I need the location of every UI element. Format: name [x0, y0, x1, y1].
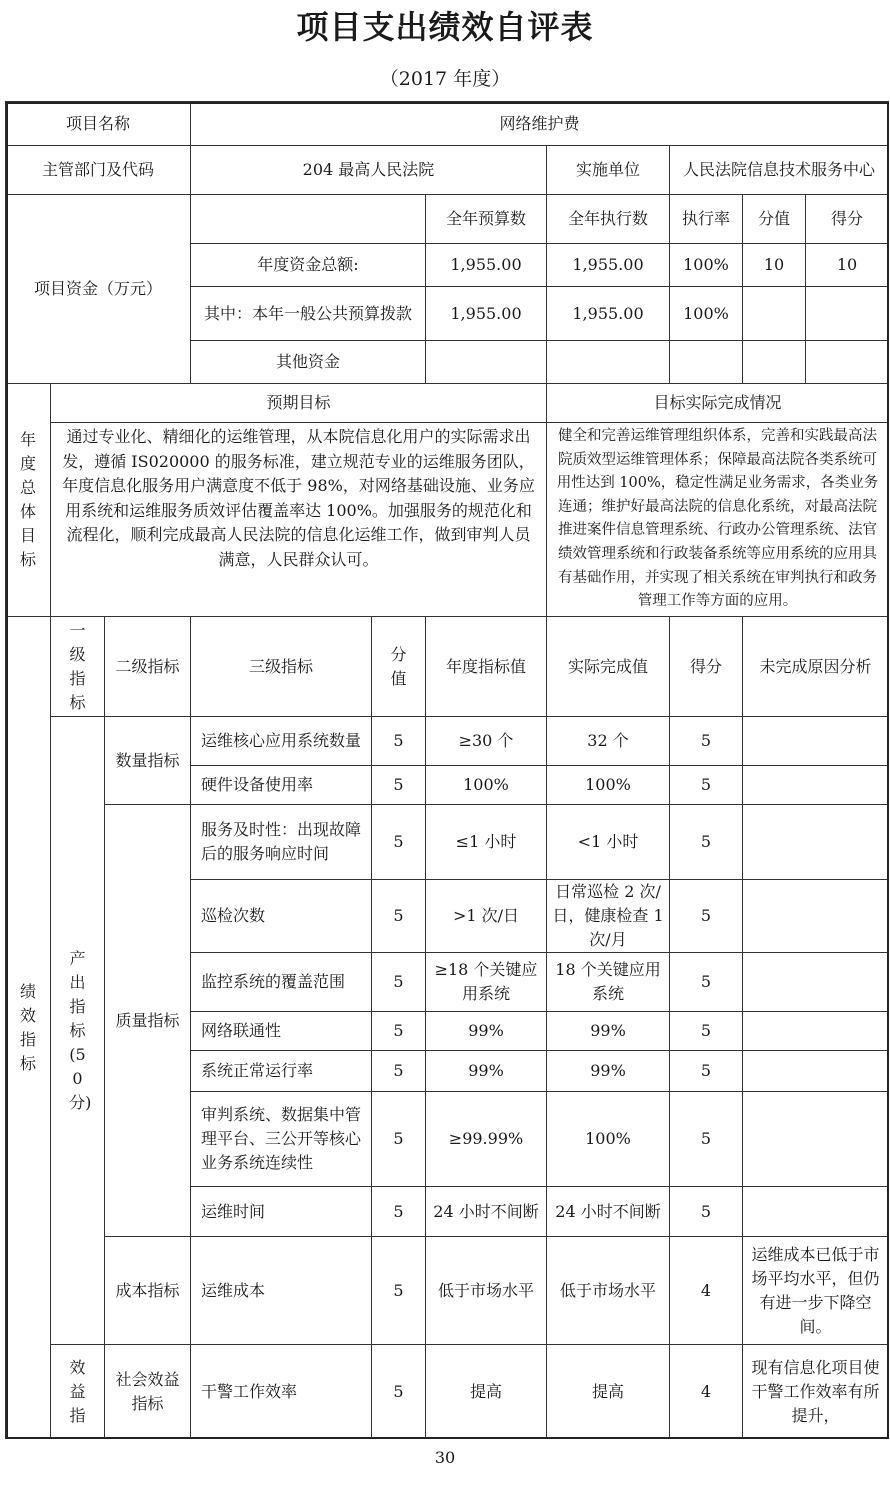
indicator-target-text: >1 次/日: [452, 906, 520, 925]
indicator-actual: [546, 1011, 670, 1051]
indicator-actual-text: 99%: [590, 1061, 626, 1080]
indicator-score: [669, 765, 743, 805]
indicator-score-text: 4: [700, 1280, 712, 1300]
indicator-reason: [742, 1091, 889, 1187]
actual-goal-header-text: 目标实际完成情况: [653, 393, 782, 412]
indicator-level3-text: 运维核心应用系统数量: [201, 731, 362, 750]
indicator-actual: [546, 804, 670, 880]
level2-quality-text: 质量指标: [115, 1010, 180, 1030]
header-reason: [742, 616, 889, 717]
expected-goal-header: [50, 383, 547, 423]
indicator-score-value-text: 5: [393, 1280, 404, 1300]
header-level3-text: 三级指标: [248, 656, 313, 676]
level2-cost: [104, 1236, 191, 1345]
indicator-score: [669, 1236, 743, 1345]
funds-row-label-text: 其他资金: [275, 352, 340, 371]
indicator-level3-text: 干警工作效率: [201, 1381, 298, 1401]
indicator-level3-text: 系统正常运行率: [201, 1061, 314, 1080]
funds-budget: [425, 340, 547, 384]
indicator-score: [669, 1186, 743, 1237]
indicator-actual: [546, 1050, 670, 1092]
header-actual: [546, 616, 670, 717]
funds-row-label-text: 其中：本年一般公共预算拨款: [203, 303, 412, 323]
funds-budget: [425, 286, 547, 341]
indicator-actual-text: 提高: [591, 1381, 624, 1401]
indicator-score-value-text: 5: [393, 775, 404, 794]
funds-score: [805, 243, 889, 287]
indicator-score-value-text: 5: [393, 731, 404, 750]
indicator-target: [425, 952, 547, 1012]
indicator-level3-text: 监控系统的覆盖范围: [201, 972, 346, 991]
indicator-score-value: [371, 1344, 426, 1439]
level2-quantity: [104, 716, 191, 805]
indicator-score-value: [371, 1091, 426, 1187]
funds-executed: [546, 286, 670, 341]
level2-social-text: 社会效益指标: [115, 1369, 180, 1413]
indicator-reason: [742, 952, 889, 1012]
indicator-reason-text: 现有信息化项目使干警工作效率有所提升，: [751, 1357, 880, 1425]
funds-header-blank: [190, 194, 426, 244]
funds-score-value-text: 10: [763, 255, 785, 274]
indicator-score: [669, 879, 743, 953]
unit-label-text: 实施单位: [575, 160, 640, 179]
level1-output-text: 产出指标(50分): [69, 948, 92, 1112]
indicator-actual: [546, 879, 670, 953]
header-target: [425, 616, 547, 717]
dept-label-text: 主管部门及代码: [41, 160, 154, 179]
funds-score-value: [742, 340, 806, 384]
indicator-score-value: [371, 716, 426, 766]
dept-label: [5, 145, 191, 195]
funds-score: [805, 340, 889, 384]
indicator-level3-text: 运维时间: [201, 1201, 266, 1221]
indicator-score-value: [371, 1011, 426, 1051]
funds-executed: [546, 243, 670, 287]
indicator-target-text: 低于市场水平: [437, 1280, 534, 1300]
funds-header-3: [742, 194, 806, 244]
funds-rate: [669, 243, 743, 287]
indicator-level3: [190, 1344, 372, 1439]
indicator-actual-text: 日常巡检 2 次/日，健康检查 1 次/月: [552, 882, 664, 949]
indicator-score-value: [371, 952, 426, 1012]
indicator-level3-text: 服务及时性：出现故障后的服务响应时间: [201, 820, 362, 863]
funds-row-label-text: 年度资金总额:: [257, 255, 359, 274]
indicator-level3-text: 网络联通性: [201, 1021, 282, 1040]
level1-benefit-text: 效益指: [69, 1357, 86, 1425]
indicator-score-value-text: 5: [393, 1021, 404, 1040]
indicator-target-text: ≤1 小时: [455, 832, 517, 851]
expected-goal-header-text: 预期目标: [266, 393, 331, 412]
funds-score: [805, 286, 889, 341]
header-actual-text: 实际完成值: [567, 656, 648, 676]
indicator-level3: [190, 952, 372, 1012]
indicator-level3: [190, 1236, 372, 1345]
indicator-level3-text: 硬件设备使用率: [201, 775, 314, 794]
indicator-target: [425, 1011, 547, 1051]
indicator-score-value: [371, 1186, 426, 1237]
header-score: [669, 616, 743, 717]
expected-goal-text-text: 通过专业化、精细化的运维管理，从本院信息化用户的实际需求出发，遵循 IS020000 的服务标准，建立规范专业的运维服务团队，年度信息化服务用户满意度不低于 98%，对网络基础设施、业务应用系统和运维服务质效评估覆盖率达 100%。加强服务的规范化和流程化，顺利完成最高人民法院的信息化运维工作，做到审判人员满意，人民群众认可。: [62, 427, 535, 569]
indicator-target-text: 99%: [468, 1021, 504, 1040]
funds-budget-text: 1,955.00: [450, 255, 522, 274]
actual-goal-header: [546, 383, 889, 423]
level2-quality: [104, 804, 191, 1237]
header-score-text: 得分: [689, 656, 722, 676]
funds-score-value: [742, 243, 806, 287]
funds-header-4-text: 得分: [830, 209, 863, 228]
level2-quantity-text: 数量指标: [115, 750, 180, 770]
indicator-target: [425, 1186, 547, 1237]
indicator-actual-text: 100%: [585, 1129, 631, 1148]
indicator-target: [425, 879, 547, 953]
funds-header-4: [805, 194, 889, 244]
level1-benefit: [50, 1344, 105, 1439]
indicator-actual-text: 18 个关键应用系统: [555, 960, 661, 1003]
indicator-actual: [546, 952, 670, 1012]
indicator-score-value: [371, 804, 426, 880]
funds-label: [5, 194, 191, 384]
indicator-score: [669, 1050, 743, 1092]
indicator-score-value-text: 5: [393, 906, 404, 925]
header-reason-text: 未完成原因分析: [759, 656, 872, 676]
indicator-actual: [546, 1344, 670, 1439]
indicator-target-text: 100%: [463, 775, 509, 794]
unit-label: [546, 145, 670, 195]
indicator-level3: [190, 879, 372, 953]
indicator-score-text: 5: [700, 906, 712, 925]
funds-executed: [546, 340, 670, 384]
header-score-value: [371, 616, 426, 717]
indicator-score: [669, 804, 743, 880]
indicator-score-value: [371, 765, 426, 805]
indicator-target: [425, 1236, 547, 1345]
funds-score-text: 10: [836, 255, 858, 274]
actual-goal-text: [546, 422, 889, 617]
indicator-target-text: ≥99.99%: [448, 1129, 524, 1148]
indicator-actual-text: 24 小时不间断: [555, 1201, 661, 1221]
indicator-score-value: [371, 879, 426, 953]
dept-value: [190, 145, 547, 195]
indicator-score-text: 5: [700, 1021, 712, 1040]
actual-goal-text-text: 健全和完善运维管理组织体系，完善和实践最高法院质效型运维管理体系；保障最高法院各类系统可用性达到 100%，稳定性满足业务需求，各类业务连通；维护好最高法院的信息化系统，对最高法院推进案件信息管理系统、行政办公管理系统、法官绩效管理系统和行政装备系统等应用系统的应用具有基础作用，并实现了相关系统在审判执行和政务管理工作等方面的应用。: [556, 428, 879, 610]
indicator-score-value-text: 5: [393, 972, 404, 991]
indicator-score-text: 4: [700, 1381, 712, 1401]
indicator-reason: [742, 716, 889, 766]
indicator-level3: [190, 1011, 372, 1051]
indicator-reason: [742, 1011, 889, 1051]
indicator-level3: [190, 804, 372, 880]
indicator-actual-text: 32 个: [587, 731, 629, 750]
header-target-text: 年度指标值: [445, 656, 526, 676]
indicator-score-value-text: 5: [393, 1061, 404, 1080]
project-name-label-text: 项目名称: [65, 113, 130, 133]
funds-header-0: [425, 194, 547, 244]
funds-executed-text: 1,955.00: [572, 255, 644, 274]
indicator-target: [425, 1050, 547, 1092]
indicator-level3: [190, 1050, 372, 1092]
document-subtitle: （2017 年度）: [379, 68, 511, 90]
funds-label-text: 项目资金（万元）: [33, 279, 162, 298]
page-number: 30: [434, 1448, 456, 1467]
indicator-score-text: 5: [700, 731, 712, 750]
indicator-score-text: 5: [700, 832, 712, 851]
indicator-score-value-text: 5: [393, 832, 404, 851]
indicator-actual: [546, 1186, 670, 1237]
indicator-target: [425, 1091, 547, 1187]
indicator-target: [425, 765, 547, 805]
project-name-label: [5, 101, 191, 146]
indicator-reason: [742, 804, 889, 880]
indicator-level3: [190, 1091, 372, 1187]
indicator-level3-text: 审判系统、数据集中管理平台、三公开等核心业务系统连续性: [201, 1105, 362, 1172]
indicator-actual-text: <1 小时: [577, 832, 639, 851]
funds-executed-text: 1,955.00: [572, 303, 644, 323]
funds-budget-text: 1,955.00: [450, 303, 522, 323]
unit-value-text: 人民法院信息技术服务中心: [682, 160, 875, 179]
indicator-score-text: 5: [700, 1129, 712, 1148]
indicator-target-text: 24 小时不间断: [433, 1201, 539, 1221]
indicator-target: [425, 804, 547, 880]
funds-header-3-text: 分值: [757, 209, 790, 228]
indicator-target-text: ≥18 个关键应用系统: [434, 960, 538, 1003]
indicator-score: [669, 716, 743, 766]
indicator-score-value-text: 5: [393, 1129, 404, 1148]
indicator-reason: [742, 1344, 889, 1439]
level2-cost-text: 成本指标: [115, 1280, 180, 1300]
funds-header-1-text: 全年执行数: [567, 209, 648, 228]
indicator-actual: [546, 1236, 670, 1345]
indicator-score: [669, 952, 743, 1012]
indicator-target-text: 提高: [469, 1381, 502, 1401]
indicator-actual-text: 低于市场水平: [559, 1280, 656, 1300]
funds-header-2: [669, 194, 743, 244]
indicator-reason: [742, 1186, 889, 1237]
funds-budget: [425, 243, 547, 287]
indicator-level3-text: 巡检次数: [201, 906, 266, 925]
indicators-section-label: [5, 616, 51, 1439]
indicator-score-value-text: 5: [393, 1201, 404, 1221]
indicator-reason: [742, 1050, 889, 1092]
header-level1-text: 一级指标: [69, 620, 86, 712]
funds-rate-text: 100%: [683, 303, 729, 323]
funds-row-label: [190, 340, 426, 384]
level1-output: [50, 716, 105, 1345]
expected-goal-text: [50, 422, 547, 617]
indicator-reason-text: 运维成本已低于市场平均水平，但仍有进一步下降空间。: [751, 1244, 880, 1336]
unit-value: [669, 145, 889, 195]
dept-value-text: 204 最高人民法院: [302, 160, 435, 179]
funds-header-1: [546, 194, 670, 244]
indicators-section-label-text: 绩效指标: [19, 981, 36, 1073]
indicator-target-text: ≥30 个: [458, 731, 514, 750]
indicator-level3: [190, 716, 372, 766]
indicator-score-value: [371, 1236, 426, 1345]
funds-row-label: [190, 243, 426, 287]
project-name-value: [190, 101, 889, 146]
indicator-score: [669, 1344, 743, 1439]
indicator-level3: [190, 1186, 372, 1237]
indicator-level3-text: 运维成本: [201, 1280, 266, 1300]
indicator-actual: [546, 765, 670, 805]
funds-rate: [669, 286, 743, 341]
header-level2: [104, 616, 191, 717]
indicator-reason: [742, 879, 889, 953]
indicator-reason: [742, 1236, 889, 1345]
funds-header-2-text: 执行率: [681, 209, 730, 228]
indicator-score: [669, 1091, 743, 1187]
indicator-actual-text: 99%: [590, 1021, 626, 1040]
indicator-reason: [742, 765, 889, 805]
project-name-value-text: 网络维护费: [499, 113, 580, 133]
indicator-score-value: [371, 1050, 426, 1092]
indicator-target: [425, 1344, 547, 1439]
indicator-actual: [546, 716, 670, 766]
document-title: 项目支出绩效自评表: [296, 8, 594, 46]
funds-score-value: [742, 286, 806, 341]
funds-header-0-text: 全年预算数: [445, 209, 526, 228]
indicator-score-text: 5: [700, 972, 712, 991]
indicator-score-value-text: 5: [393, 1381, 404, 1401]
level2-social: [104, 1344, 191, 1439]
indicator-level3: [190, 765, 372, 805]
indicator-score-text: 5: [700, 1061, 712, 1080]
indicator-actual-text: 100%: [585, 775, 631, 794]
indicator-actual: [546, 1091, 670, 1187]
header-level2-text: 二级指标: [115, 656, 180, 676]
goals-label-text: 年度总体目标: [19, 430, 36, 569]
indicator-target: [425, 716, 547, 766]
indicator-score-text: 5: [700, 775, 712, 794]
indicator-target-text: 99%: [468, 1061, 504, 1080]
funds-row-label: [190, 286, 426, 341]
funds-rate-text: 100%: [683, 255, 729, 274]
indicator-score-text: 5: [700, 1201, 712, 1221]
header-level1: [50, 616, 105, 717]
header-score-value-text: 分值: [390, 644, 407, 688]
funds-rate: [669, 340, 743, 384]
goals-label: [5, 383, 51, 617]
header-level3: [190, 616, 372, 717]
indicator-score: [669, 1011, 743, 1051]
